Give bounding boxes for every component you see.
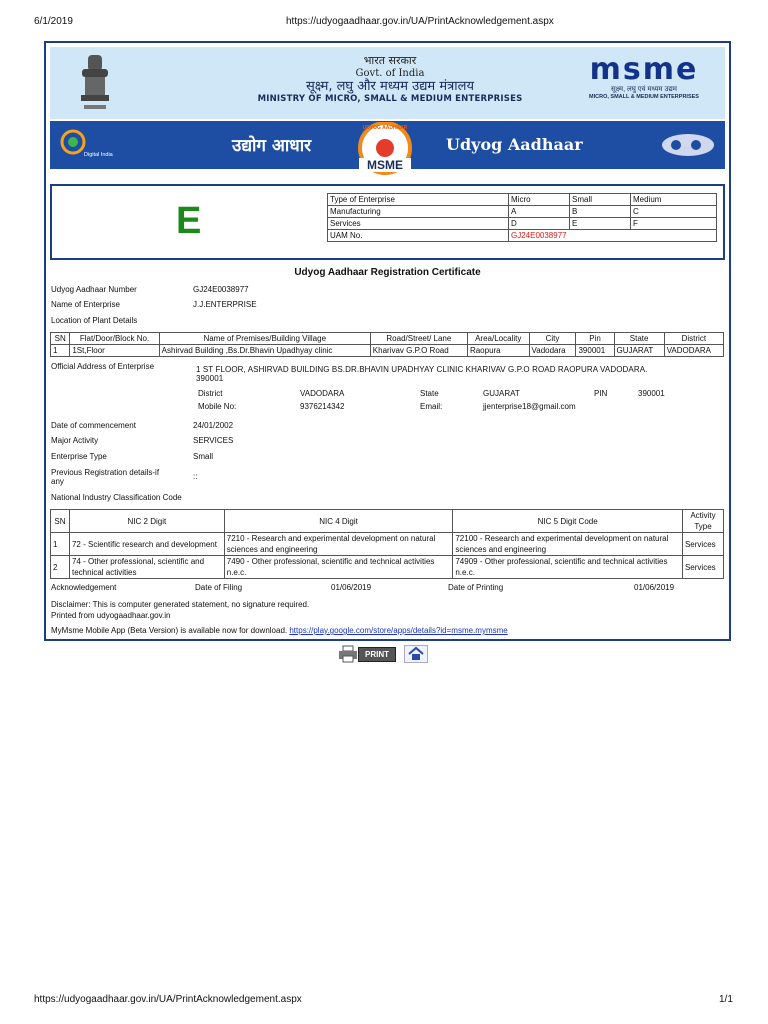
home-icon (405, 646, 427, 662)
table-cell: 74909 - Other professional, scientific and technical activities n.e.c. (453, 556, 683, 579)
prev-label-line1: Previous Registration details-if (51, 468, 160, 477)
uam-label: UAM No. (328, 230, 509, 242)
table-cell: 1 (51, 533, 70, 556)
hindi-gov-text: भारत सरकार (363, 54, 417, 67)
enterprise-letter: E (176, 200, 202, 242)
enterprise-type-table (327, 193, 717, 242)
official-address-value (196, 365, 716, 383)
previous-registration-value: :: (193, 472, 198, 481)
district-label: District (198, 389, 223, 398)
table-cell: 74 - Other professional, scientific and technical activities (69, 556, 224, 579)
state-value: GUJARAT (483, 389, 520, 398)
table-cell: D (509, 218, 570, 230)
seal-msme-text: MSME (359, 158, 411, 172)
enterprise-name-label: Name of Enterprise (51, 300, 120, 309)
mobile-value: 9376214342 (300, 402, 345, 411)
aadhaar-number-value: GJ24E0038977 (193, 285, 249, 294)
make-in-india-icon (658, 131, 718, 159)
table-cell: E (570, 218, 631, 230)
email-label: Email: (420, 402, 443, 411)
table-cell: Ashirvad Building ,Bs.Dr.Bhavin Upadhyay clinic (159, 345, 370, 357)
footer-url: https://udyogaadhaar.gov.in/UA/PrintAcknowledgement.aspx (34, 994, 302, 1005)
table-cell: VADODARA (664, 345, 723, 357)
seal-top-text: UDYOG AADHAAR (362, 125, 408, 131)
table-cell: 1St,Floor (70, 345, 159, 357)
major-activity-label: Major Activity (51, 436, 99, 445)
emblem-icon (76, 53, 114, 113)
table-cell: 1 (51, 345, 70, 357)
aadhaar-number-label: Udyog Aadhaar Number (51, 285, 137, 294)
previous-registration-label (51, 468, 159, 486)
app-download-link[interactable]: https://play.google.com/store/apps/details?id=msme.mymsme (289, 626, 508, 635)
printed-from-text: Printed from udyogaadhaar.gov.in (51, 611, 171, 620)
udyog-aadhaar-seal (345, 122, 425, 176)
plant-details-table (50, 332, 724, 357)
major-activity-value: SERVICES (193, 436, 234, 445)
address-line1: 1 ST FLOOR, ASHIRVAD BUILDING BS.DR.BHAVIN UPADHYAY CLINIC KHARIVAV G.P.O ROAD RAOPURA VADODARA. (196, 365, 648, 374)
table-row (51, 533, 724, 556)
filing-date-label: Date of Filing (195, 583, 243, 592)
print-url: https://udyogaadhaar.gov.in/UA/PrintAcknowledgement.aspx (286, 16, 554, 27)
table-cell: 7490 - Other professional, scientific and technical activities n.e.c. (224, 556, 453, 579)
table-cell: Manufacturing (328, 206, 509, 218)
email-value: jjenterprise18@gmail.com (483, 402, 576, 411)
table-cell: Kharivav G.P.O Road (370, 345, 467, 357)
state-label: State (420, 389, 439, 398)
enterprise-type-box (50, 184, 725, 260)
table-cell: Small (570, 194, 631, 206)
table-header: NIC 5 Digit Code (453, 510, 683, 533)
table-cell: Services (682, 533, 723, 556)
table-header: NIC 2 Digit (69, 510, 224, 533)
table-cell: A (509, 206, 570, 218)
table-header: Road/Street/ Lane (370, 333, 467, 345)
enterprise-type-value: Small (193, 452, 214, 461)
acknowledgement-label: Acknowledgement (51, 583, 117, 592)
table-cell: Raopura (467, 345, 529, 357)
table-header: NIC 4 Digit (224, 510, 453, 533)
hindi-ministry-text: सूक्ष्म, लघु और मध्यम उद्यम मंत्रालय (306, 79, 474, 94)
table-header: City (529, 333, 576, 345)
table-row (328, 230, 717, 242)
table-cell: Vadodara (529, 345, 576, 357)
table-header: District (664, 333, 723, 345)
prev-label-line2: any (51, 477, 64, 486)
ministry-banner (50, 47, 725, 119)
table-header: Pin (576, 333, 614, 345)
page-number: 1/1 (719, 994, 733, 1005)
disclaimer-text: Disclaimer: This is computer generated statement, no signature required. (51, 600, 310, 609)
nic-table (50, 509, 724, 579)
printing-date-value: 01/06/2019 (634, 583, 675, 592)
table-cell: C (631, 206, 717, 218)
udyog-eng-title: Udyog Aadhaar (446, 135, 583, 154)
ministry-text: MINISTRY OF MICRO, SMALL & MEDIUM ENTERPRISES (257, 94, 523, 104)
official-address-label: Official Address of Enterprise (51, 362, 155, 371)
filing-date-value: 01/06/2019 (331, 583, 372, 592)
plant-location-label: Location of Plant Details (51, 316, 138, 325)
table-cell: 72100 - Research and experimental development on natural sciences and engineering (453, 533, 683, 556)
table-header: SN (51, 333, 70, 345)
table-cell: Micro (509, 194, 570, 206)
table-row (328, 218, 717, 230)
digital-india-label: Digital India (84, 152, 113, 158)
table-header: Flat/Door/Block No. (70, 333, 159, 345)
gov-text: Govt. of India (355, 68, 425, 79)
table-cell: 2 (51, 556, 70, 579)
table-cell: B (570, 206, 631, 218)
table-row (51, 345, 724, 357)
printer-icon (338, 645, 358, 663)
mobile-label: Mobile No: (198, 402, 237, 411)
table-cell: 390001 (576, 345, 614, 357)
print-action[interactable] (338, 645, 396, 663)
table-header-row (51, 333, 724, 345)
table-header: Area/Locality (467, 333, 529, 345)
enterprise-name-value: J.J.ENTERPRISE (193, 300, 257, 309)
pin-label: PIN (594, 389, 608, 398)
table-header: SN (51, 510, 70, 533)
table-row (328, 194, 717, 206)
table-cell: Type of Enterprise (328, 194, 509, 206)
commencement-label: Date of commencement (51, 421, 136, 430)
address-line2: 390001 (196, 374, 224, 383)
table-row (51, 556, 724, 579)
commencement-value: 24/01/2002 (193, 421, 234, 430)
msme-hindi-text: सूक्ष्म, लघु एवं मध्यम उद्यम (611, 86, 677, 93)
table-cell: 72 - Scientific research and development (69, 533, 224, 556)
district-value: VADODARA (300, 389, 345, 398)
nic-code-label: National Industry Classification Code (51, 493, 182, 502)
msme-logo: msme (589, 52, 699, 87)
msme-sub-text: MICRO, SMALL & MEDIUM ENTERPRISES (589, 94, 699, 100)
certificate-title: Udyog Aadhaar Registration Certificate (294, 267, 481, 278)
table-cell: Medium (631, 194, 717, 206)
table-cell: Services (682, 556, 723, 579)
print-button[interactable]: PRINT (358, 647, 396, 662)
pin-value: 390001 (638, 389, 665, 398)
table-cell: Services (328, 218, 509, 230)
printing-date-label: Date of Printing (448, 583, 504, 592)
mobile-app-note (51, 626, 508, 635)
home-button[interactable] (404, 645, 428, 663)
uam-value: GJ24E0038977 (509, 230, 717, 242)
print-date: 6/1/2019 (34, 16, 73, 27)
mobile-app-text: MyMsme Mobile App (Beta Version) is available now for download. (51, 626, 290, 635)
enterprise-type-label: Enterprise Type (51, 452, 107, 461)
table-cell: F (631, 218, 717, 230)
udyog-hindi-title: उद्योग आधार (232, 136, 312, 156)
table-row (328, 206, 717, 218)
table-header: State (614, 333, 664, 345)
table-header-row (51, 510, 724, 533)
table-cell: GUJARAT (614, 345, 664, 357)
table-header: Activity Type (682, 510, 723, 533)
table-cell: 7210 - Research and experimental development on natural sciences and engineering (224, 533, 453, 556)
table-header: Name of Premises/Building Village (159, 333, 370, 345)
udyog-aadhaar-banner (50, 121, 725, 172)
